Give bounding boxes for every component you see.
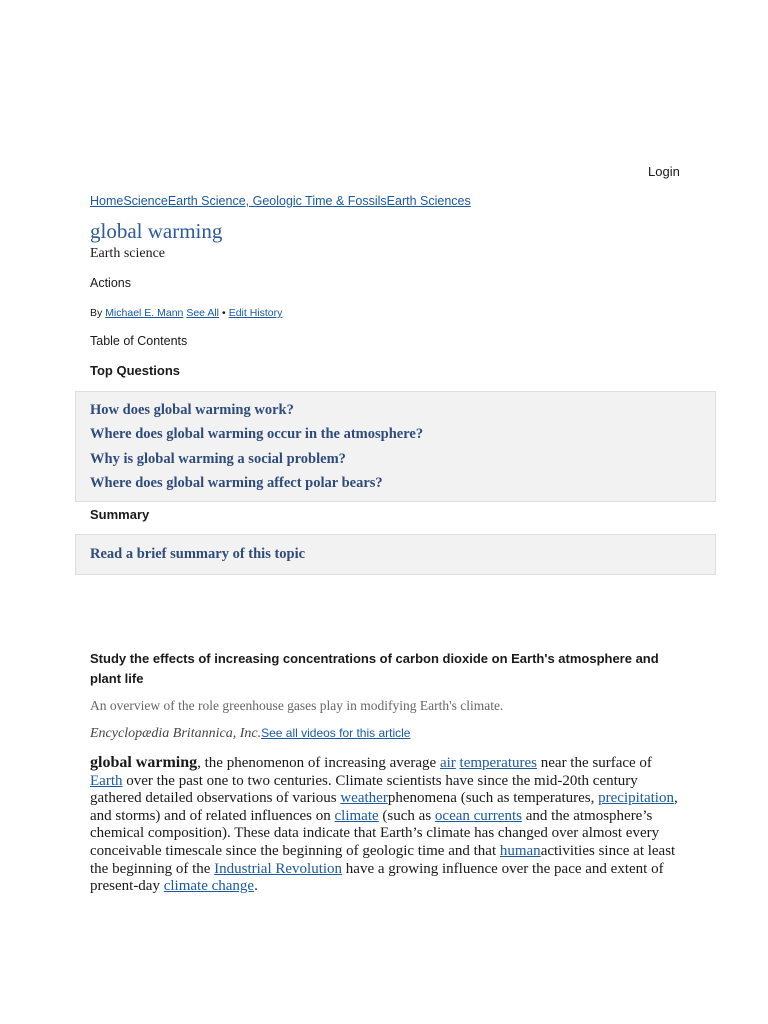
breadcrumb-home[interactable]: Home bbox=[90, 194, 124, 208]
article-text: phenomena (such as temperatures, bbox=[387, 790, 599, 807]
article-text: (such as bbox=[378, 807, 435, 824]
question-item[interactable]: How does global warming work? bbox=[90, 402, 294, 418]
article-intro-paragraph bbox=[90, 754, 680, 896]
breadcrumb bbox=[90, 194, 471, 208]
edit-history-link[interactable]: Edit History bbox=[228, 307, 283, 319]
article-text: near the surface of bbox=[537, 755, 652, 771]
link-earth[interactable]: Earth bbox=[90, 772, 123, 789]
link-temperatures[interactable]: temperatures bbox=[459, 755, 537, 771]
summary-heading: Summary bbox=[90, 507, 150, 522]
link-climate-change[interactable]: climate change bbox=[163, 878, 255, 895]
video-credit-text: Encyclopædia Britannica, Inc. bbox=[90, 726, 262, 741]
link-industrial-revolution[interactable]: Industrial Revolution bbox=[214, 860, 343, 877]
actions-menu[interactable]: Actions bbox=[90, 276, 131, 290]
link-precipitation[interactable]: precipitation bbox=[598, 790, 674, 807]
byline-by: By bbox=[90, 307, 103, 319]
page-title: global warming bbox=[90, 219, 223, 243]
video-description: An overview of the role greenhouse gases play in modifying Earth's climate. bbox=[90, 698, 504, 713]
breadcrumb-earth-sciences[interactable]: Earth Sciences bbox=[386, 194, 471, 208]
see-all-videos-link[interactable]: See all videos for this article bbox=[261, 726, 411, 740]
article-term: global warming bbox=[90, 754, 198, 771]
table-of-contents-toggle[interactable]: Table of Contents bbox=[90, 334, 188, 348]
article-text: have a growing influence over the pace and extent of present-day bbox=[90, 860, 664, 895]
link-ocean-currents[interactable]: ocean currents bbox=[434, 807, 522, 824]
question-item[interactable]: Where does global warming occur in the atmosphere? bbox=[90, 426, 424, 442]
login-link[interactable]: Login bbox=[648, 164, 680, 179]
summary-box bbox=[75, 534, 716, 575]
top-questions-heading: Top Questions bbox=[90, 363, 181, 378]
read-summary-link[interactable]: Read a brief summary of this topic bbox=[90, 546, 306, 562]
video-credit bbox=[90, 726, 410, 742]
article-text: , and storms) and of related influences on bbox=[90, 790, 678, 824]
link-air[interactable]: air bbox=[439, 755, 456, 771]
see-all-authors-link[interactable]: See All bbox=[186, 307, 220, 319]
link-human[interactable]: human bbox=[499, 842, 541, 859]
byline bbox=[90, 307, 282, 319]
link-climate[interactable]: climate bbox=[334, 807, 379, 824]
author-link[interactable]: Michael E. Mann bbox=[105, 307, 184, 319]
page-subtitle: Earth science bbox=[90, 246, 166, 261]
article-text: and the atmosphere’s chemical composition). These data indicate that Earth’s climate has changed over almost every conceivable timescale since the beginning of geologic time and that bbox=[90, 807, 660, 859]
breadcrumb-science[interactable]: Science bbox=[123, 194, 168, 208]
video-title: Study the effects of increasing concentrations of carbon dioxide on Earth's atmosphere and plant life bbox=[90, 651, 659, 686]
question-item[interactable]: Where does global warming affect polar bears? bbox=[90, 475, 383, 491]
article-text: . bbox=[254, 878, 258, 895]
byline-separator: • bbox=[222, 307, 226, 319]
breadcrumb-earth-science-geologic-time-fossils[interactable]: Earth Science, Geologic Time & Fossils bbox=[167, 194, 387, 208]
top-questions-box bbox=[75, 391, 716, 502]
article-text: activities since at least the beginning of the bbox=[90, 842, 676, 877]
article-text: over the past one to two centuries. Climate scientists have since the mid-20th century gathered detailed observations of various bbox=[90, 772, 638, 807]
article-text: , the phenomenon of increasing average bbox=[197, 755, 440, 771]
question-item[interactable]: Why is global warming a social problem? bbox=[90, 451, 346, 467]
link-weather[interactable]: weather bbox=[340, 790, 388, 807]
